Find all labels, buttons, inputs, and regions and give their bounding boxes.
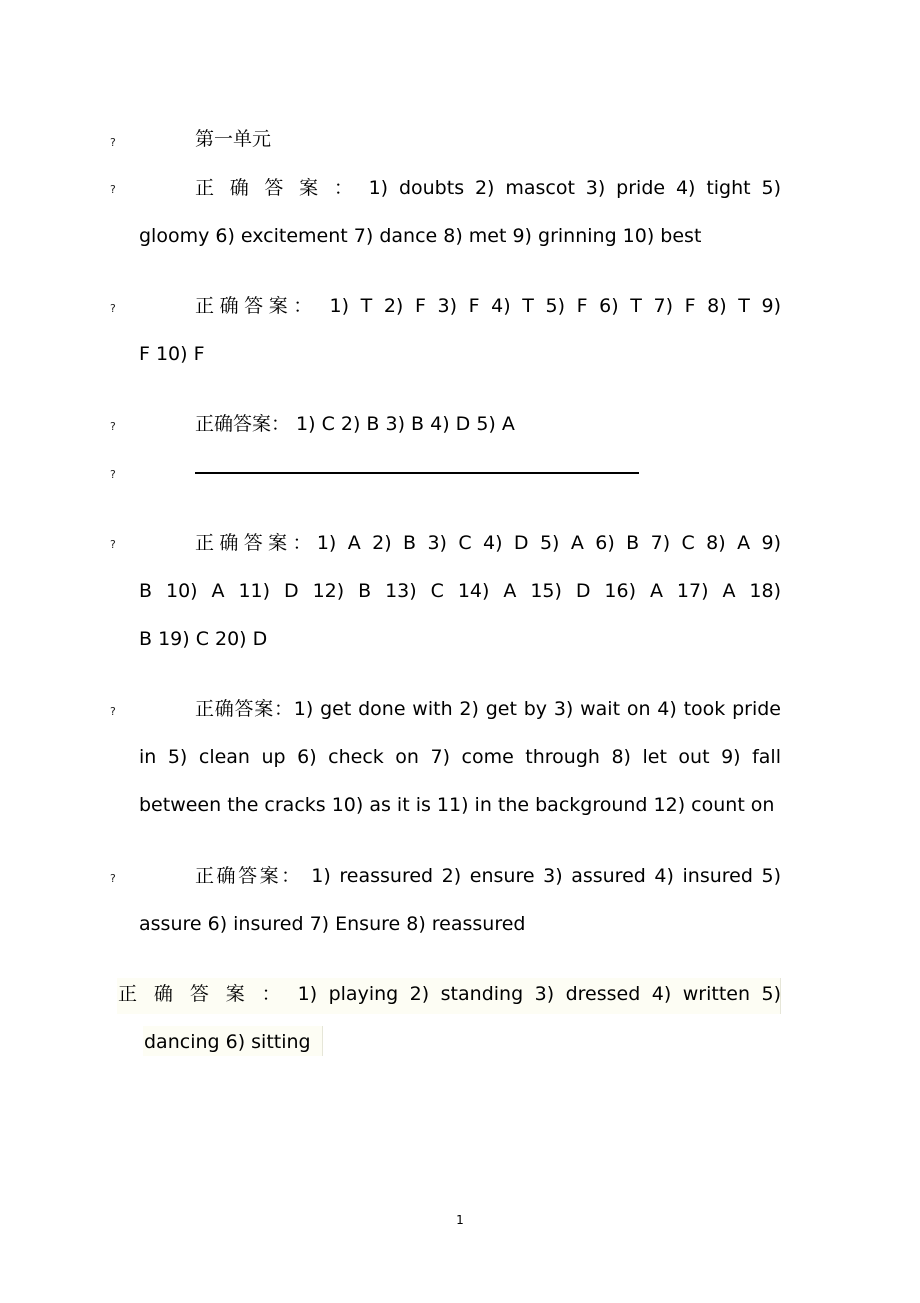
answer-line: B 10) A 11) D 12) B 13) C 14) A 15) D 16) A 17) A 18): [139, 580, 781, 602]
bullet-marker: ?: [110, 420, 116, 433]
unit-title: 第一单元: [195, 128, 272, 150]
answer-line: assure 6) insured 7) Ensure 8) reassured: [139, 913, 526, 935]
answer-line: dancing 6) sitting: [144, 1031, 311, 1053]
bullet-marker: ?: [110, 183, 116, 196]
bullet-marker: ?: [110, 136, 116, 149]
page-number: 1: [456, 1213, 464, 1227]
bullet-marker: ?: [110, 872, 116, 885]
horizontal-divider: [195, 472, 639, 474]
answer-line: 正 确 答 案 ： 1) doubts 2) mascot 3) pride 4) tight 5): [195, 177, 781, 199]
answer-line: in 5) clean up 6) check on 7) come through 8) let out 9) fall: [139, 746, 781, 768]
answer-line: 正确答案： 1) C 2) B 3) B 4) D 5) A: [195, 413, 515, 435]
answer-line: 正 确 答 案 ： 1) playing 2) standing 3) dressed 4) written 5): [118, 983, 781, 1005]
answer-line: between the cracks 10) as it is 11) in the background 12) count on: [139, 794, 775, 816]
answer-line: 正确答案：1) get done with 2) get by 3) wait on 4) took pride: [195, 698, 781, 720]
answer-line: 正确答案：1) A 2) B 3) C 4) D 5) A 6) B 7) C 8) A 9): [195, 532, 781, 554]
bullet-marker: ?: [110, 705, 116, 718]
bullet-marker: ?: [110, 468, 116, 481]
answer-line: 正确答案： 1) reassured 2) ensure 3) assured 4) insured 5): [195, 865, 781, 887]
answer-line: gloomy 6) excitement 7) dance 8) met 9) grinning 10) best: [139, 225, 702, 247]
answer-line: 正确答案： 1) T 2) F 3) F 4) T 5) F 6) T 7) F 8) T 9): [195, 295, 781, 317]
bullet-marker: ?: [110, 538, 116, 551]
answer-line: F 10) F: [139, 343, 205, 365]
bullet-marker: ?: [110, 302, 116, 315]
answer-line: B 19) C 20) D: [139, 628, 268, 650]
